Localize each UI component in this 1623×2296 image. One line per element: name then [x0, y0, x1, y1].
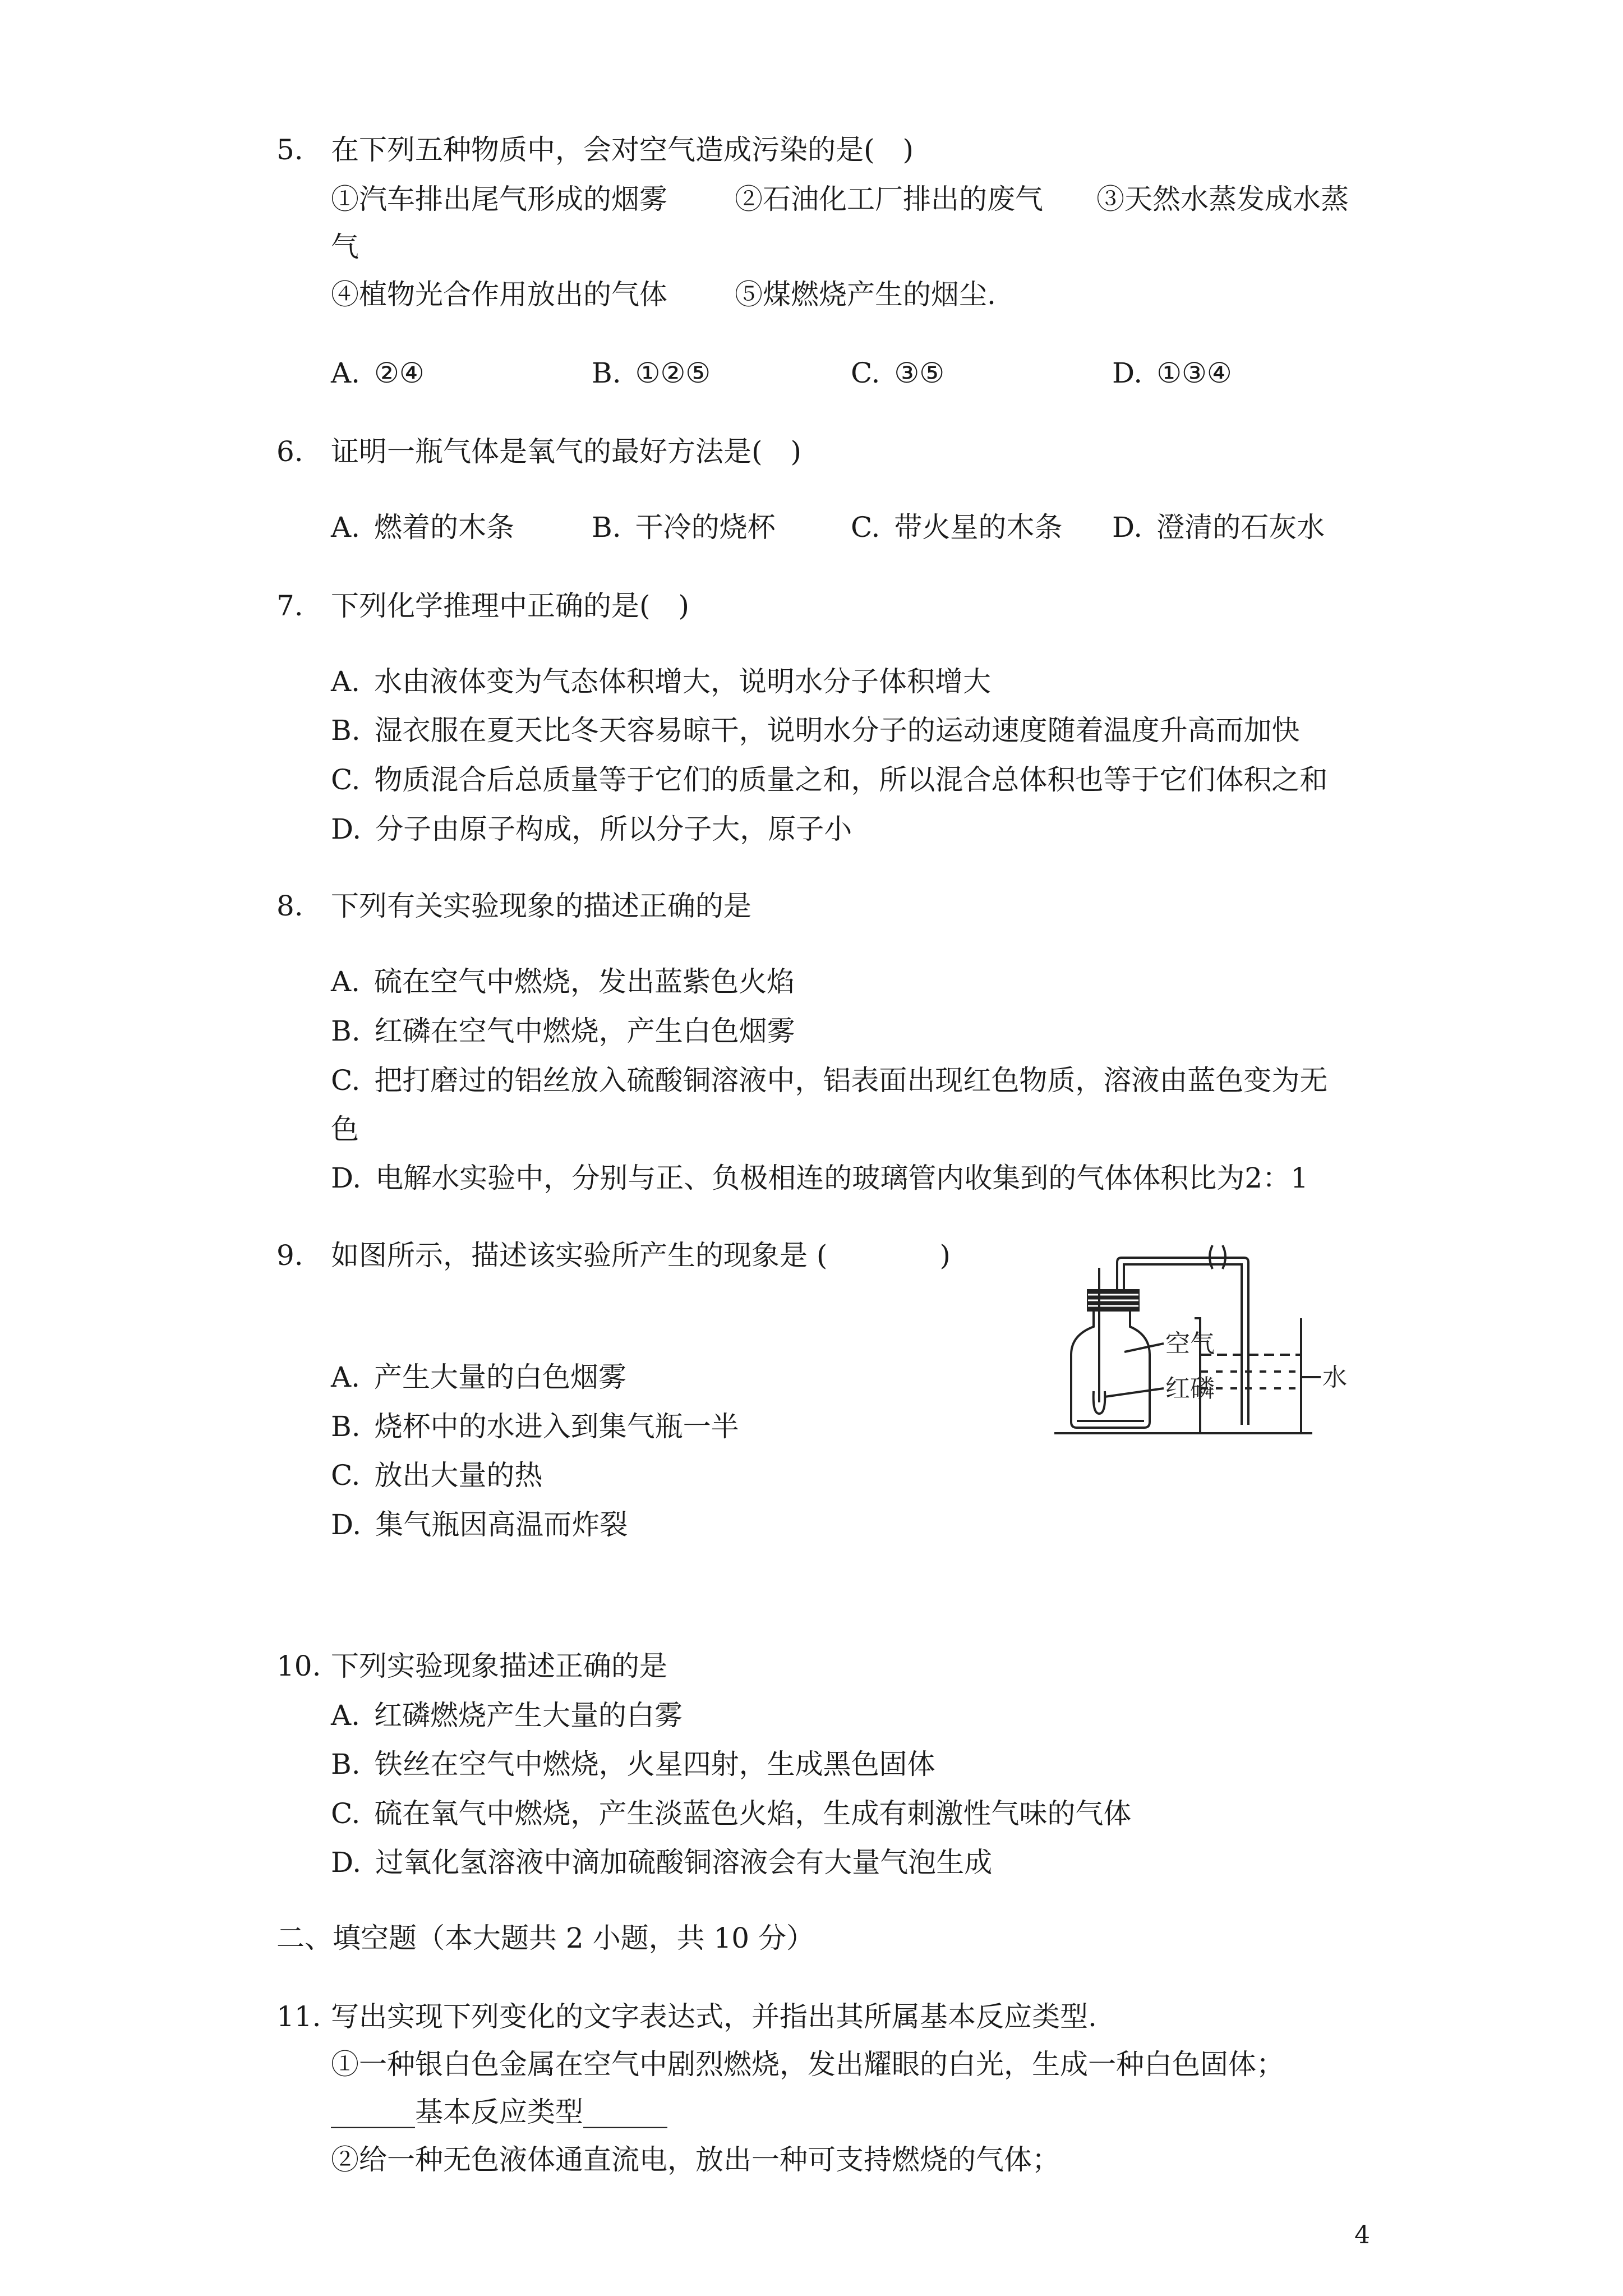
- q5-item-4: ④植物光合作用放出的气体: [331, 278, 667, 311]
- q5-item-3-cont: 气: [331, 231, 359, 263]
- q6-option-c: C. 带火星的木条: [851, 511, 1063, 544]
- q10-option-b: B. 铁丝在空气中燃烧，火星四射，生成黑色固体: [331, 1748, 935, 1780]
- q8-option-a: A. 硫在空气中燃烧，发出蓝紫色火焰: [331, 965, 795, 998]
- q5-item-3: ③天然水蒸发成水蒸: [1096, 183, 1349, 215]
- q5-option-b: B. ①②⑤: [592, 357, 711, 389]
- q9-stem: 如图所示，描述该实验所产生的现象是 ( ): [331, 1239, 951, 1272]
- q11-number: 11.: [276, 2000, 321, 2033]
- q6-number: 6.: [276, 435, 303, 468]
- q10-option-c: C. 硫在氧气中燃烧，产生淡蓝色火焰，生成有刺激性气味的气体: [331, 1797, 1132, 1830]
- q6-option-d: D. 澄清的石灰水: [1112, 511, 1325, 544]
- q9-number: 9.: [276, 1239, 303, 1272]
- beaker-icon: [1200, 1318, 1301, 1433]
- q7-option-b: B. 湿衣服在夏天比冬天容易晾干，说明水分子的运动速度随着温度升高而加快: [331, 714, 1300, 747]
- q8-option-d: D. 电解水实验中，分别与正、负极相连的玻璃管内收集到的气体体积比为2：1: [331, 1162, 1308, 1194]
- section-title: 二、填空题（本大题共 2 小题，共 10 分）: [276, 1922, 815, 1954]
- label-air: 空气: [1165, 1329, 1215, 1358]
- q5-stem: 在下列五种物质中，会对空气造成污染的是( ): [331, 134, 914, 166]
- q7-option-c: C. 物质混合后总质量等于它们的质量之和，所以混合总体积也等于它们体积之和: [331, 763, 1328, 796]
- q7-number: 7.: [276, 590, 303, 622]
- q9-option-a: A. 产生大量的白色烟雾: [331, 1361, 627, 1393]
- q6-option-a: A. 燃着的木条: [331, 511, 515, 544]
- q5-option-d: D. ①③④: [1112, 357, 1232, 389]
- q5-item-5: ⑤煤燃烧产生的烟尘.: [735, 278, 996, 311]
- label-water: 水: [1322, 1363, 1347, 1392]
- q8-option-b: B. 红磷在空气中燃烧，产生白色烟雾: [331, 1015, 795, 1047]
- q5-item-1: ①汽车排出尾气形成的烟雾: [331, 183, 667, 215]
- q5-option-a: A. ②④: [331, 357, 425, 389]
- q8-option-c: C. 把打磨过的铝丝放入硫酸铜溶液中，铝表面出现红色物质，溶液由蓝色变为无: [331, 1064, 1328, 1097]
- q11-item-2: ②给一种无色液体通直流电，放出一种可支持燃烧的气体；: [331, 2143, 1060, 2176]
- q9-option-c: C. 放出大量的热: [331, 1459, 543, 1492]
- q11-stem: 写出实现下列变化的文字表达式，并指出其所属基本反应类型.: [331, 2000, 1097, 2033]
- q8-option-c-cont: 色: [331, 1113, 359, 1145]
- q5-item-2: ②石油化工厂排出的废气: [735, 183, 1043, 215]
- q9-option-b: B. 烧杯中的水进入到集气瓶一半: [331, 1410, 739, 1443]
- q7-option-a: A. 水由液体变为气态体积增大，说明水分子体积增大: [331, 665, 992, 698]
- gas-jar-icon: [1071, 1310, 1150, 1428]
- label-red-phosphorus: 红磷: [1165, 1374, 1215, 1403]
- q6-stem: 证明一瓶气体是氧气的最好方法是( ): [331, 435, 802, 468]
- q11-item-1: ①一种银白色金属在空气中剧烈燃烧，发出耀眼的白光，生成一种白色固体；: [331, 2048, 1284, 2081]
- q10-option-a: A. 红磷燃烧产生大量的白雾: [331, 1699, 683, 1732]
- q5-option-c: C. ③⑤: [851, 357, 945, 389]
- q9-apparatus-figure: [1054, 1234, 1368, 1442]
- q10-stem: 下列实验现象描述正确的是: [331, 1650, 667, 1682]
- q8-stem: 下列有关实验现象的描述正确的是: [331, 890, 751, 922]
- q10-option-d: D. 过氧化氢溶液中滴加硫酸铜溶液会有大量气泡生成: [331, 1846, 993, 1879]
- q6-option-b: B. 干冷的烧杯: [592, 511, 776, 544]
- q5-number: 5.: [276, 134, 303, 166]
- q7-stem: 下列化学推理中正确的是( ): [331, 590, 690, 622]
- page-number: 4: [1354, 2221, 1370, 2249]
- q9-option-d: D. 集气瓶因高温而炸裂: [331, 1508, 628, 1541]
- q7-option-d: D. 分子由原子构成，所以分子大，原子小: [331, 813, 852, 845]
- q10-number: 10.: [276, 1650, 321, 1682]
- q8-number: 8.: [276, 890, 303, 922]
- q11-blank-line: ______基本反应类型______: [331, 2096, 667, 2128]
